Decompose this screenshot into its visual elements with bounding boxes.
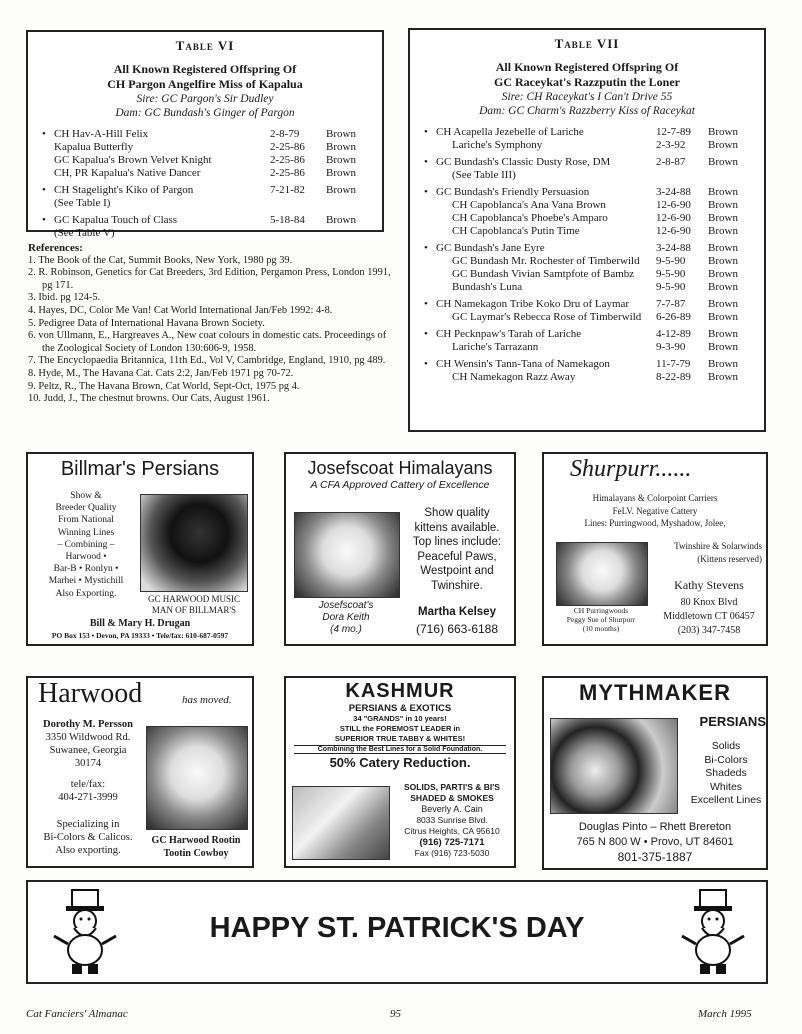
ad-address: 30174 (74, 758, 102, 769)
table-row (410, 341, 764, 354)
ad-line: Excellent Lines (690, 794, 762, 806)
offspring-name: GC Kapalua Touch of Class (54, 214, 178, 226)
ad-address: PO Box 153 • Devon, PA 19333 • Tele/fax: 610-687-0597 (51, 631, 229, 640)
reference-item: 5. Pedigree Data of International Havana Brown Society. (28, 317, 265, 329)
offspring-name: GC Bundash's Jane Eyre (436, 242, 545, 254)
table-heading: All Known Registered Offspring Of (495, 60, 679, 74)
ad-title: MYTHMAKER (579, 680, 731, 705)
ad-features (400, 506, 514, 593)
ad-line: 34 "GRANDS" in 10 years! (353, 714, 447, 723)
ad-address: 80 Knox Blvd (680, 597, 738, 608)
photo-caption: CH Purringwoods (573, 606, 629, 615)
ad-line: Bi-Colors & Calicos. (43, 832, 133, 843)
ad-note: has moved. (182, 694, 232, 706)
table-subject: CH Pargon Angelfire Miss of Kapalua (107, 77, 303, 91)
coat-color: Brown (708, 371, 738, 383)
birth-date: 2-25-86 (270, 154, 305, 166)
offspring-name: CH Acapella Jezebelle of Lariche (436, 126, 584, 138)
table-vi (26, 30, 384, 239)
birth-date: 3-24-88 (656, 186, 691, 198)
table-vii (408, 28, 766, 432)
coat-color: Brown (708, 242, 738, 254)
coat-color: Brown (708, 126, 738, 138)
offspring-name: CH Stagelight's Kiko of Pargon (54, 184, 194, 196)
table-row (410, 169, 764, 182)
coat-color: Brown (708, 281, 738, 293)
reference-item: 7. The Encyclopaedia Britannica, 11th Ed., Vol V, Cambridge, England, 1910, pg 489. (28, 355, 386, 367)
photo-caption: GC HARWOOD MUSIC (147, 594, 240, 604)
reference-item: 1. The Book of the Cat, Summit Books, New York, 1980 pg 39. (28, 254, 293, 266)
ad-billmar (26, 452, 254, 646)
offspring-name: GC Bundash's Friendly Persuasion (436, 186, 590, 198)
bullet-icon: • (424, 186, 428, 198)
ad-kashmur (284, 676, 516, 868)
ad-line: Top lines include: (412, 536, 502, 548)
table-dam: Dam: GC Bundash's Ginger of Pargon (115, 107, 295, 119)
table-row (410, 139, 764, 152)
table-row (28, 214, 382, 227)
table-row (410, 371, 764, 384)
table-row (410, 255, 764, 268)
reference-item: 6. von Ullmann, E., Hargreaves A., New coat colours in domestic cats. Proceedings of the Zoological Society of London 130:606-9, 1958. (28, 330, 387, 354)
offspring-name: CH Hav-A-Hill Felix (54, 128, 149, 140)
page-number: 95 (390, 1008, 401, 1020)
bullet-icon: • (424, 242, 428, 254)
table-row (28, 154, 382, 167)
cat-photo (556, 542, 648, 606)
ad-address: 3350 Wildwood Rd. (45, 732, 131, 743)
offspring-name: CH, PR Kapalua's Native Dancer (54, 167, 201, 179)
birth-date: 12-6-90 (656, 199, 691, 211)
references-heading: References: (28, 242, 83, 254)
table-row (410, 311, 764, 324)
offspring-name: (See Table I) (54, 197, 111, 209)
birth-date: 2-8-79 (270, 128, 300, 140)
coat-color: Brown (708, 268, 738, 280)
ad-line: SUPERIOR TRUE TABBY & WHITES! (334, 734, 466, 743)
birth-date: 11-7-79 (656, 358, 691, 370)
coat-color: Brown (326, 128, 356, 140)
coat-color: Brown (708, 328, 738, 340)
ad-line: Show & (70, 491, 102, 501)
coat-color: Brown (708, 199, 738, 211)
table-sire: Sire: GC Pargon's Sir Dudley (136, 93, 274, 105)
table-title: Table VI (175, 38, 235, 53)
birth-date: 7-21-82 (270, 184, 305, 196)
table-row (410, 186, 764, 199)
st-patricks-banner (26, 880, 768, 984)
reference-item: 3. Ibid. pg 124-5. (28, 292, 101, 304)
birth-date: 2-25-86 (270, 167, 305, 179)
coat-color: Brown (326, 214, 356, 226)
birth-date: 5-18-84 (270, 214, 305, 226)
ad-address: Middletown CT 06457 (663, 611, 755, 622)
ad-line: Bar-B • Ronlyn • (53, 564, 119, 575)
table-row (28, 197, 382, 210)
coat-color: Brown (326, 141, 356, 153)
table-heading: All Known Registered Offspring Of (113, 62, 297, 76)
ad-line: Whites (709, 780, 743, 793)
coat-color: Brown (708, 139, 738, 151)
ad-title: Harwood (38, 678, 143, 709)
ad-line: Also exporting. (55, 845, 121, 856)
photo-caption: MAN OF BILLMAR'S (151, 605, 237, 615)
ad-line: (Kittens reserved) (697, 553, 762, 564)
references-list (28, 255, 398, 406)
birth-date: 4-12-89 (656, 328, 691, 340)
coat-color: Brown (326, 154, 356, 166)
offspring-name: CH Capoblanca's Phoebe's Amparo (452, 212, 608, 224)
ad-phone: 801-375-1887 (617, 850, 693, 864)
ad-line: FeLV. Negative Cattery (612, 505, 698, 516)
coat-color: Brown (708, 212, 738, 224)
ad-line: Breeder Quality (55, 503, 117, 514)
cat-photo (140, 494, 248, 592)
reference-item: 4. Hayes, DC, Color Me Van! Cat World International Jan/Feb 1992: 4-8. (28, 304, 333, 316)
offspring-name: CH Namekagon Razz Away (452, 371, 576, 383)
ad-subtitle: A CFA Approved Cattery of Excellence (310, 479, 490, 491)
ad-line: Also Exporting. (55, 588, 117, 599)
ad-contact: Dorothy M. Persson (43, 719, 133, 730)
offspring-name: CH Wensin's Tann-Tana of Namekagon (436, 358, 610, 370)
ad-contact: Beverly A. Cain (421, 804, 483, 814)
table-row (410, 281, 764, 294)
offspring-name: GC Bundash Mr. Rochester of Timberwild (452, 255, 640, 267)
birth-date: 12-6-90 (656, 225, 691, 237)
table-sire: Sire: CH Raceykat's I Can't Drive 55 (501, 91, 673, 103)
reference-item: 8. Hyde, M., The Havana Cat. Cats 2:2, Jan/Feb 1971 pg 70-72. (28, 367, 294, 379)
offspring-name: CH Pecknpaw's Tarah of Lariche (436, 328, 582, 340)
birth-date: 2-8-87 (656, 156, 686, 168)
offspring-name: Lariche's Symphony (452, 139, 543, 151)
photo-caption: Peggy Sue of Shurpurr (566, 615, 636, 624)
ad-promo: 50% Catery Reduction. (329, 755, 471, 770)
cat-photo (292, 786, 390, 860)
ad-line: Specializing in (56, 819, 120, 830)
ad-line: Shadeds (705, 767, 747, 779)
ad-line: Harwood • (65, 552, 107, 563)
offspring-name: CH Namekagon Tribe Koko Dru of Laymar (436, 298, 630, 310)
offspring-name: GC Laymar's Rebecca Rose of Timberwild (452, 311, 642, 323)
ad-line: Marhei • Mystichill (48, 576, 124, 587)
ad-line: kittens available. (414, 521, 500, 534)
table-row (410, 328, 764, 341)
table-rows (28, 128, 382, 240)
table-dam: Dam: GC Charm's Razzberry Kiss of Raceykat (479, 105, 695, 117)
bullet-icon: • (424, 328, 428, 340)
ad-line: – Combining – (57, 539, 115, 550)
ad-harwood (26, 676, 254, 868)
ad-mythmaker (542, 676, 768, 870)
table-row (410, 156, 764, 169)
reference-item: 10. Judd, J., The chestnut browns. Our Cats, August 1961. (28, 393, 270, 405)
photo-caption: Dora Keith (322, 612, 370, 623)
ad-line: Bi-Colors (704, 753, 748, 766)
table-row (410, 298, 764, 311)
ad-line: Combining the Best Lines for a Solid Foundation. (294, 745, 506, 754)
offspring-name: Kapalua Butterfly (54, 141, 134, 153)
ad-line: SHADED & SMOKES (410, 793, 494, 803)
birth-date: 9-5-90 (656, 255, 686, 267)
ad-features (36, 490, 136, 600)
table-row (28, 141, 382, 154)
photo-caption: Josefscoat's (318, 600, 374, 611)
offspring-name: GC Bundash's Classic Dusty Rose, DM (436, 156, 611, 168)
ad-contact: Douglas Pinto – Rhett Brereton (578, 821, 732, 833)
table-rows (410, 126, 764, 384)
ad-address: Suwanee, Georgia (49, 745, 127, 756)
coat-color: Brown (708, 225, 738, 237)
ad-line: SOLIDS, PARTI'S & BI'S (404, 782, 500, 792)
ad-address: Citrus Heights, CA 95610 (404, 826, 500, 836)
footer-date: March 1995 (698, 1008, 752, 1020)
birth-date: 2-3-92 (656, 139, 686, 151)
offspring-name: (See Table V) (54, 227, 115, 239)
bullet-icon: • (42, 214, 46, 226)
offspring-name: CH Capoblanca's Ana Vana Brown (452, 199, 606, 211)
coat-color: Brown (326, 184, 356, 196)
ad-contact: Kathy Stevens (674, 578, 744, 592)
footer-publication: Cat Fanciers' Almanac (26, 1008, 128, 1020)
ad-line: Himalayans & Colorpoint Carriers (592, 493, 718, 503)
photo-caption: (10 months) (582, 624, 620, 633)
table-row (410, 225, 764, 238)
table-row (410, 358, 764, 371)
ad-line: Solids (711, 740, 741, 752)
ad-line: Peaceful Paws, (417, 550, 497, 563)
coat-color: Brown (326, 167, 356, 179)
ad-fax: Fax (916) 723-5030 (414, 848, 490, 858)
ad-line: Winning Lines (57, 527, 115, 538)
ad-phone: (716) 663-6188 (415, 622, 499, 636)
table-row (410, 212, 764, 225)
ad-phone: 404-271-3999 (58, 792, 118, 803)
table-row (410, 268, 764, 281)
ad-title: Billmar's Persians (60, 458, 220, 480)
coat-color: Brown (708, 311, 738, 323)
offspring-name: Lariche's Tarrazann (452, 341, 539, 353)
table-row (28, 167, 382, 180)
ad-line: Westpoint and (420, 565, 494, 577)
ad-line: From National (58, 515, 114, 526)
photo-caption: (4 mo.) (330, 624, 362, 635)
ad-subtitle: PERSIANS (699, 714, 766, 729)
table-row (410, 126, 764, 139)
ad-line: Twinshire. (431, 579, 483, 592)
offspring-name: GC Bundash Vivian Samtpfote of Bambz (452, 268, 635, 280)
ad-josefscoat (284, 452, 516, 646)
bullet-icon: • (424, 298, 428, 310)
offspring-name: Bundash's Luna (452, 281, 523, 293)
birth-date: 12-6-90 (656, 212, 691, 224)
ad-title: Josefscoat Himalayans (307, 458, 493, 478)
ad-phone: (916) 725-7171 (419, 837, 485, 848)
ad-address: 8033 Sunrise Blvd. (416, 815, 488, 825)
birth-date: 3-24-88 (656, 242, 691, 254)
table-row (410, 199, 764, 212)
birth-date: 9-3-90 (656, 341, 686, 353)
birth-date: 6-26-89 (656, 311, 691, 323)
ad-address: 765 N 800 W • Provo, UT 84601 (576, 836, 734, 848)
ad-title: KASHMUR (345, 680, 455, 702)
table-title: Table VII (554, 36, 620, 51)
coat-color: Brown (708, 186, 738, 198)
ad-title: Shurpurr...... (570, 456, 692, 482)
offspring-name: CH Capoblanca's Putin Time (452, 225, 580, 237)
bullet-icon: • (424, 358, 428, 370)
reference-item: 9. Peltz, R., The Havana Brown, Cat World, Sept-Oct, 1975 pg 4. (28, 380, 300, 392)
birth-date: 12-7-89 (656, 126, 691, 138)
bullet-icon: • (424, 126, 428, 138)
cat-photo (146, 726, 248, 830)
birth-date: 9-5-90 (656, 268, 686, 280)
banner-text: HAPPY ST. PATRICK'S DAY (209, 912, 585, 944)
table-row (410, 242, 764, 255)
reference-item: 2. R. Robinson, Genetics for Cat Breeders, 3rd Edition, Pergamon Press, London 1991, pg 171. (28, 267, 391, 291)
birth-date: 7-7-87 (656, 298, 686, 310)
offspring-name: (See Table III) (452, 169, 516, 181)
table-row (28, 128, 382, 141)
ad-phone-label: tele/fax: (70, 779, 106, 790)
table-subject: GC Raceykat's Razzputin the Loner (494, 75, 680, 89)
ad-contact: Bill & Mary H. Drugan (89, 618, 191, 629)
ad-contact: Martha Kelsey (418, 606, 496, 618)
ad-shurpurr (542, 452, 768, 646)
cat-photo (294, 512, 400, 598)
ad-line: STILL the FOREMOST LEADER in (339, 724, 461, 733)
birth-date: 2-25-86 (270, 141, 305, 153)
leprechaun-icon (676, 888, 750, 978)
birth-date: 9-5-90 (656, 281, 686, 293)
bullet-icon: • (424, 156, 428, 168)
cat-photo (550, 718, 678, 814)
coat-color: Brown (708, 255, 738, 267)
ad-features (32, 818, 144, 857)
ad-phone: (203) 347-7458 (677, 625, 741, 636)
offspring-name: GC Kapalua's Brown Velvet Knight (54, 154, 212, 166)
ad-subtitle: PERSIANS & EXOTICS (348, 703, 452, 714)
photo-caption: Tootin Cowboy (163, 848, 229, 859)
bullet-icon: • (42, 128, 46, 140)
coat-color: Brown (708, 358, 738, 370)
ad-line: Show quality (424, 507, 490, 519)
ad-line: Lines: Purringwood, Myshadow, Jolee, (584, 518, 726, 528)
bullet-icon: • (42, 184, 46, 196)
birth-date: 8-22-89 (656, 371, 691, 383)
coat-color: Brown (708, 341, 738, 353)
coat-color: Brown (708, 156, 738, 168)
coat-color: Brown (708, 298, 738, 310)
table-row (28, 227, 382, 240)
ad-line: Twinshire & Solarwinds (674, 541, 762, 551)
photo-caption: GC Harwood Rootin (151, 835, 241, 846)
references (28, 242, 398, 406)
ad-features (678, 740, 774, 808)
table-row (28, 184, 382, 197)
